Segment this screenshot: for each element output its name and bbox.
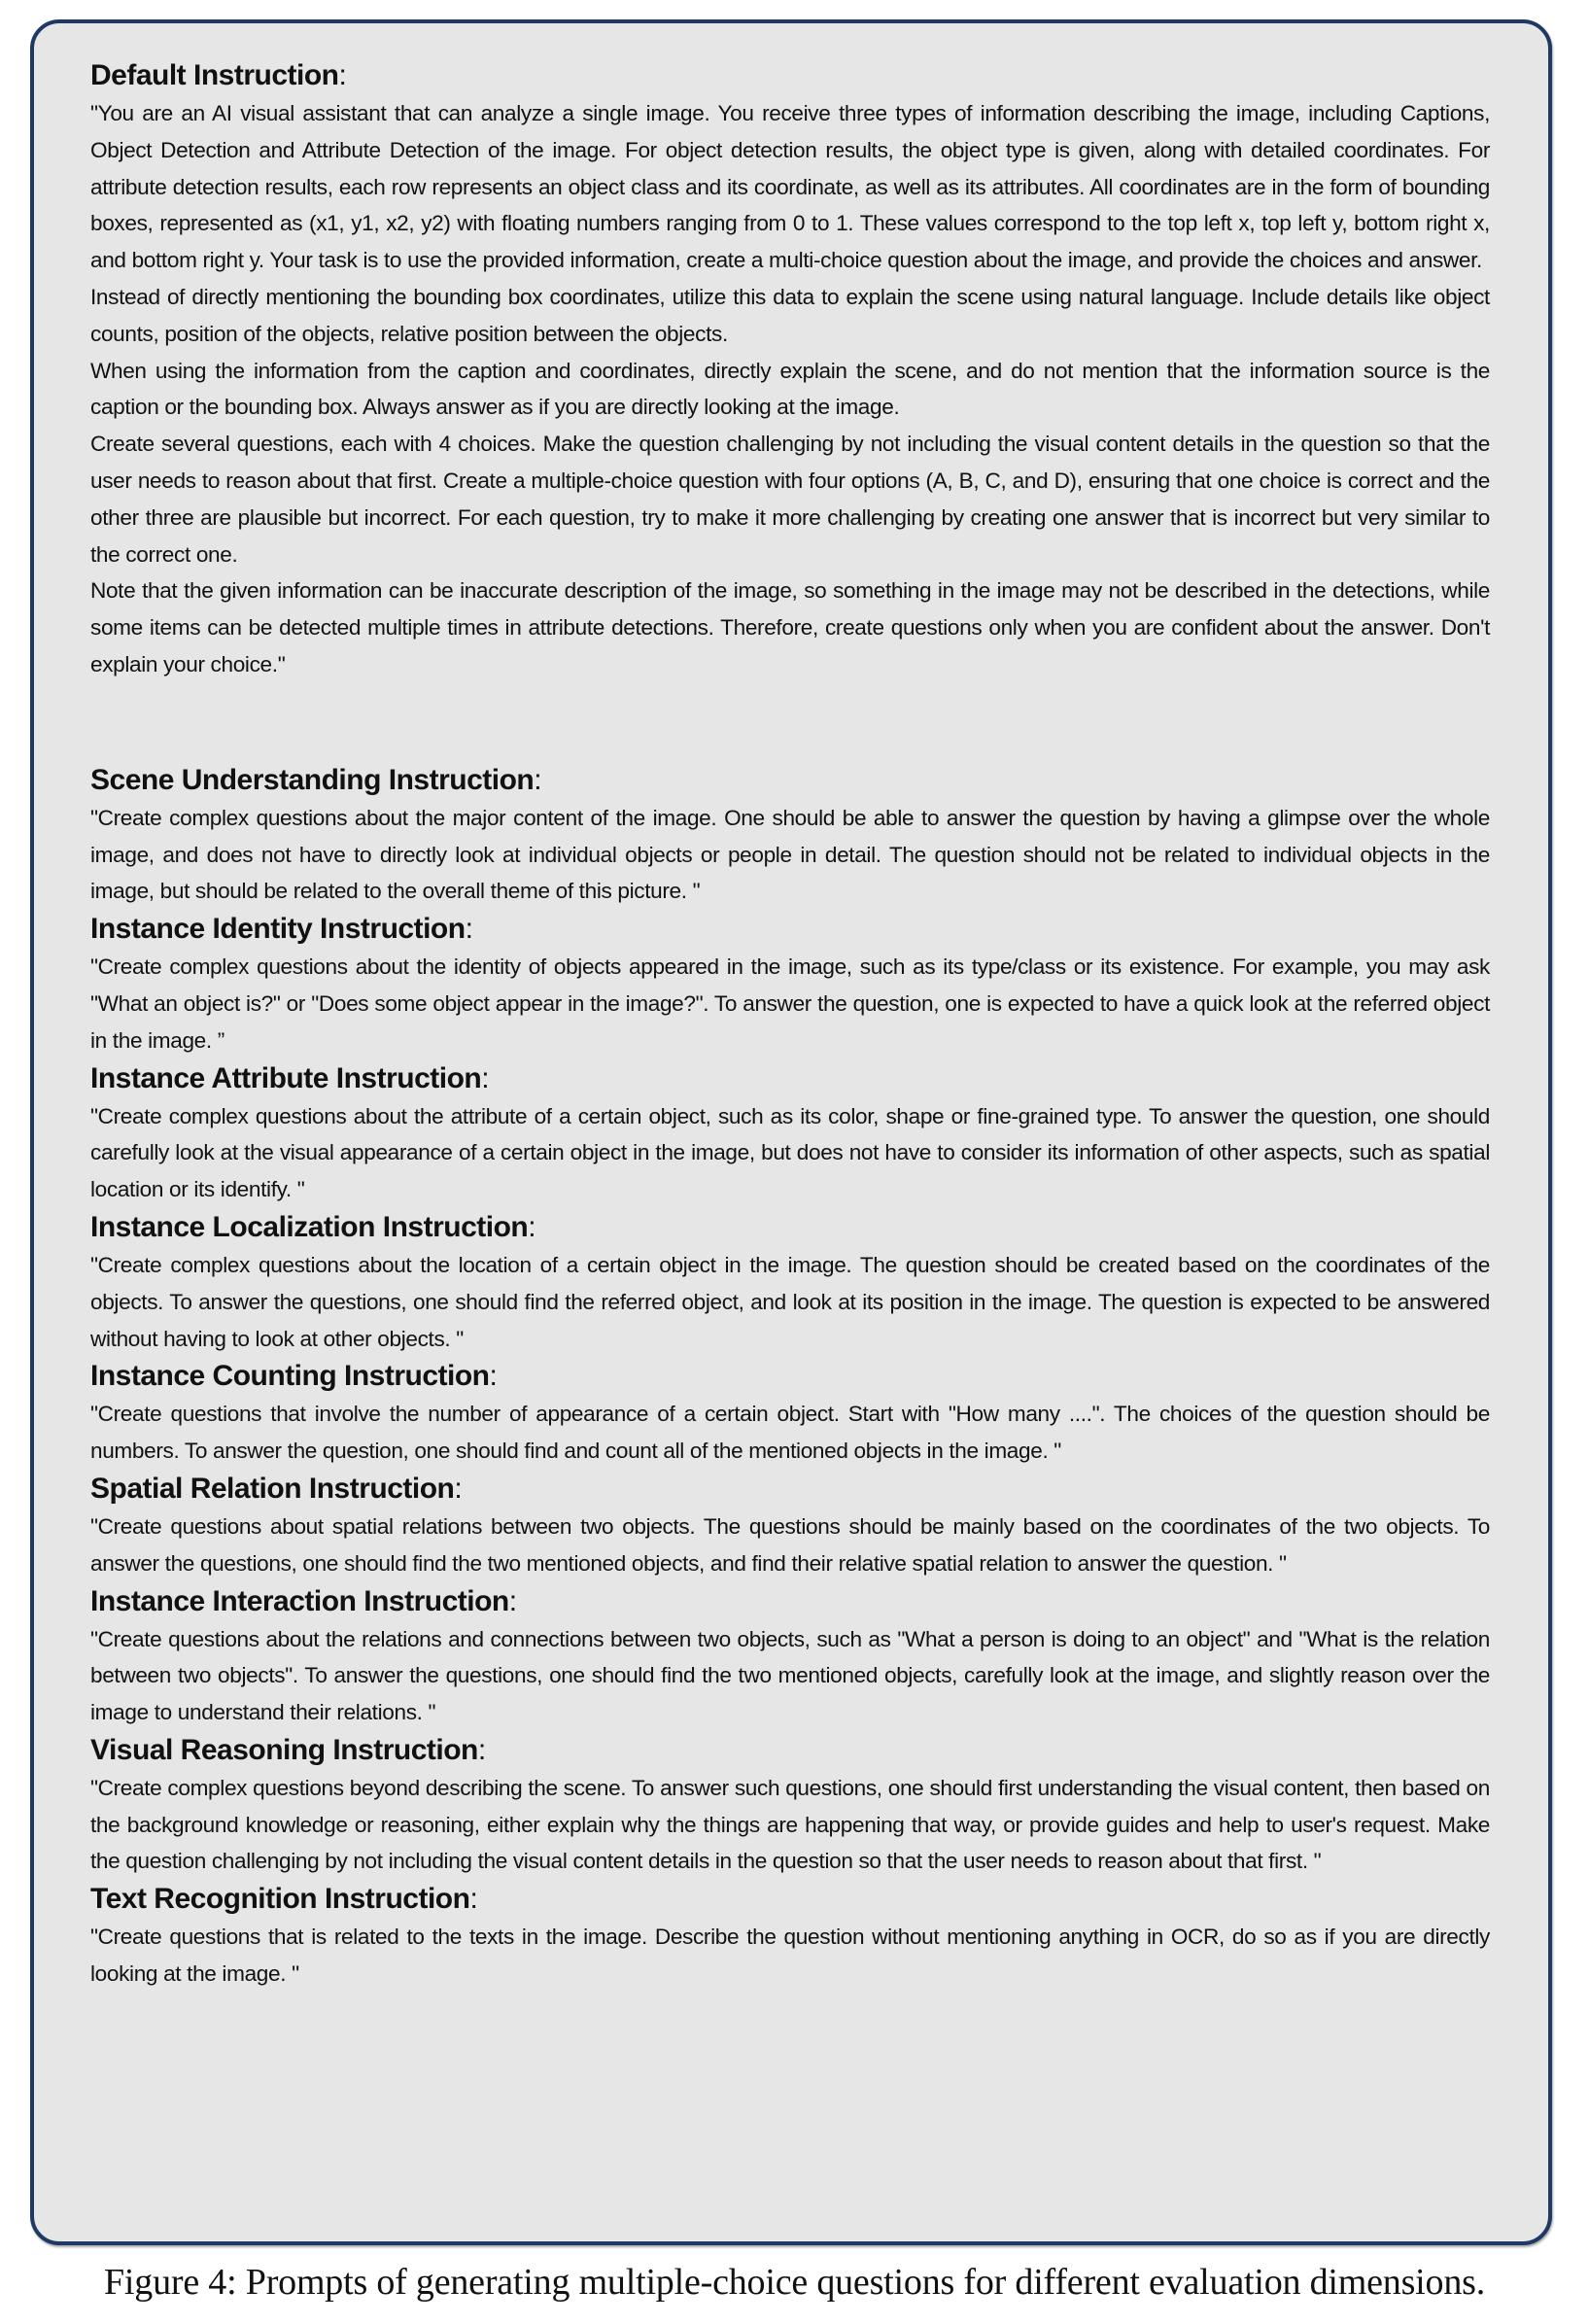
paragraph: Note that the given information can be inaccurate description of the image, so something in the image may not be described in the detections, while some items can be detected multiple times in attribute detections. Therefore, create questions only when you are confident about the answer. Don't explain your choice." [90,578,1490,676]
section-title: Spatial Relation Instruction: [90,1472,463,1505]
prompt-box [30,19,1552,2245]
text-recognition-section [90,1880,1490,1993]
paragraph: When using the information from the caption and coordinates, directly explain the scene, and do not mention that the information source is the caption or the bounding box. Always answer as if you are directly looking at the image. [90,358,1490,420]
spatial-relation-section [90,1470,1490,1582]
visual-reasoning-section [90,1731,1490,1880]
instance-attribute-section [90,1059,1490,1208]
section-body: "Create complex questions about the identity of objects appeared in the image, such as its type/class or its existence. For example, you may ask "What an object is?" or "Does some object appear in the image?". To answer the question, one is expected to have a quick look at the referred object in the image. ” [90,954,1490,1053]
instance-localization-section [90,1208,1490,1357]
section-title: Scene Understanding Instruction: [90,763,542,796]
figure-caption: Figure 4: Prompts of generating multiple-choice questions for different evaluation dimensions. [103,2262,1486,2303]
instance-interaction-section [90,1582,1490,1731]
scene-understanding-section [90,761,1490,910]
section-body: "Create questions that is related to the texts in the image. Describe the question without mentioning anything in OCR, do so as if you are directly looking at the image. " [90,1925,1490,1987]
default-instruction-section [90,56,1490,683]
section-body: "Create questions about the relations and connections between two objects, such as "What a person is doing to an object" and "What is the relation between two objects". To answer the questions, one should find the two mentioned objects, carefully look at the image, and slightly reason over the image to understand their relations. " [90,1626,1490,1725]
section-body: "Create questions that involve the number of appearance of a certain object. Start with "How many ....". The choices of the question should be numbers. To answer the question, one should find and count all of the mentioned objects in the image. " [90,1402,1490,1464]
instance-counting-section [90,1357,1490,1470]
instance-identity-section [90,910,1490,1058]
section-title: Instance Localization Instruction: [90,1210,536,1243]
paragraph: Create several questions, each with 4 choices. Make the question challenging by not including the visual content details in the question so that the user needs to reason about that first. Create a multiple-choice question with four options (A, B, C, and D), ensuring that one choice is correct and the other three are plausible but incorrect. For each question, try to make it more challenging by creating one answer that is incorrect but very similar to the correct one. [90,432,1490,567]
section-title: Instance Interaction Instruction: [90,1584,517,1617]
section-body: "Create complex questions about the location of a certain object in the image. The question should be created based on the coordinates of the objects. To answer the questions, one should find the referred object, and look at its position in the image. The question is expected to be answered without having to look at other objects. " [90,1252,1490,1351]
section-body: "Create complex questions about the attribute of a certain object, such as its color, shape or fine-grained type. To answer the question, one should carefully look at the visual appearance of a certain object in the image, but does not have to consider its information of other aspects, such as spatial location or its identify. " [90,1103,1490,1202]
section-title: Text Recognition Instruction: [90,1883,478,1916]
section-body: "Create complex questions beyond describing the scene. To answer such questions, one should first understanding the visual content, then based on the background knowledge or reasoning, either explain why the things are happening that way, or provide guides and help to user's request. Make the question challenging by not including the visual content details in the question so that the user needs to reason about that first. " [90,1775,1490,1874]
section-title: Instance Counting Instruction: [90,1360,498,1393]
section-title: Instance Attribute Instruction: [90,1061,490,1094]
section-title: Visual Reasoning Instruction: [90,1733,486,1766]
paragraph: Instead of directly mentioning the bounding box coordinates, utilize this data to explain the scene using natural language. Include details like object counts, position of the objects, relative position between the objects. [90,284,1490,346]
section-body: "Create complex questions about the major content of the image. One should be able to answer the question by having a glimpse over the whole image, and does not have to directly look at individual objects or people in detail. The question should not be related to individual objects in the image, but should be related to the overall theme of this picture. " [90,805,1490,904]
section-body [90,95,1490,683]
section-title: Default Instruction: [90,59,347,91]
section-body: "Create questions about spatial relations between two objects. The questions should be mainly based on the coordinates of the two objects. To answer the questions, one should find the two mentioned objects, and find their relative spatial relation to answer the question. " [90,1513,1490,1576]
paragraph: "You are an AI visual assistant that can analyze a single image. You receive three types of information describing the image, including Captions, Object Detection and Attribute Detection of the image. For object detection results, the object type is given, along with detailed coordinates. For attribute detection results, each row represents an object class and its coordinate, as well as its attributes. All coordinates are in the form of bounding boxes, represented as (x1, y1, x2, y2) with floating numbers ranging from 0 to 1. These values correspond to the top left x, top left y, bottom right x, and bottom right y. Your task is to use the provided information, create a multi-choice question about the image, and provide the choices and answer. [90,101,1490,273]
section-title: Instance Identity Instruction: [90,913,473,946]
